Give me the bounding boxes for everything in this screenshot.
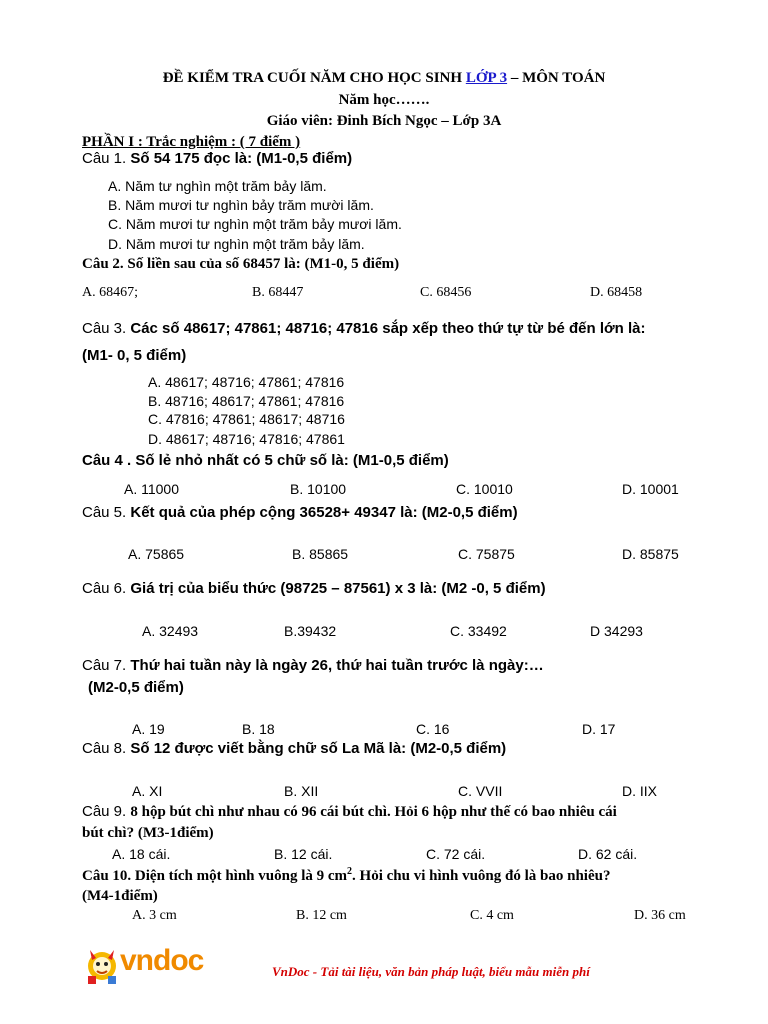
- q9-option-a: A. 18 cái.: [112, 846, 171, 862]
- teacher-line: Giáo viên: Đinh Bích Ngọc – Lớp 3A: [266, 113, 502, 129]
- q6-option-b: B.39432: [284, 623, 337, 639]
- q3-option-a: A. 48617; 48716; 47861; 47816: [148, 374, 345, 390]
- q10-option-a: A. 3 cm: [132, 908, 177, 923]
- q4-option-b: B. 10100: [290, 481, 347, 497]
- q1-option-c: C. Năm mươi tư nghìn một trăm bảy mươi lăm.: [108, 216, 402, 232]
- q10-option-d: D. 36 cm: [634, 908, 686, 923]
- q2-option-b: B. 68447: [252, 285, 304, 300]
- q2-option-a: A. 68467;: [82, 285, 138, 300]
- vndoc-logo[interactable]: [82, 942, 242, 986]
- school-year: Năm học…….: [338, 92, 430, 108]
- question-4: Câu 4 . Số lẻ nhỏ nhất có 5 chữ số là: (M1-0,5 điểm): [82, 452, 449, 469]
- question-8: Câu 8. Số 12 được viết bằng chữ số La Mã là: (M2-0,5 điểm): [82, 740, 507, 757]
- q1-option-d: D. Năm mươi tư nghìn một trăm bảy lăm.: [108, 236, 365, 252]
- grade-link[interactable]: LỚP 3: [465, 70, 508, 86]
- question-3: Câu 3. Các số 48617; 47861; 48716; 47816 sắp xếp theo thứ tự từ bé đến lớn là:: [82, 320, 646, 337]
- question-9: Câu 9. 8 hộp bút chì như nhau có 96 cái bút chì. Hỏi 6 hộp như thế có bao nhiêu cái: [82, 803, 617, 820]
- q7-option-d: D. 17: [582, 721, 616, 737]
- q3-option-c: C. 47816; 47861; 48617; 48716: [148, 411, 345, 427]
- q9-option-d: D. 62 cái.: [578, 846, 638, 862]
- q10-option-b: B. 12 cm: [296, 908, 347, 923]
- q8-option-c: C. VVII: [458, 783, 503, 799]
- q3-option-b: B. 48716; 48617; 47861; 47816: [148, 393, 345, 409]
- q4-option-a: A. 11000: [124, 481, 180, 497]
- q8-option-b: B. XII: [284, 783, 319, 799]
- question-6: Câu 6. Giá trị của biểu thức (98725 – 87561) x 3 là: (M2 -0, 5 điểm): [82, 580, 546, 597]
- logo-text: vndoc: [120, 944, 204, 977]
- q2-option-c: C. 68456: [420, 285, 472, 300]
- mascot-icon: [82, 942, 122, 986]
- q6-option-d: D 34293: [590, 623, 643, 639]
- q1-option-b: B. Năm mươi tư nghìn bảy trăm mười lăm.: [108, 197, 374, 213]
- q5-option-d: D. 85875: [622, 546, 679, 562]
- q7-option-c: C. 16: [416, 721, 450, 737]
- q3-option-d: D. 48617; 48716; 47816; 47861: [148, 431, 345, 447]
- q1-option-a: A. Năm tư nghìn một trăm bảy lăm.: [108, 178, 327, 194]
- q5-option-c: C. 75875: [458, 546, 515, 562]
- part-1-heading: PHẦN I : Trắc nghiệm : ( 7 điểm ): [82, 134, 301, 150]
- question-3-points: (M1- 0, 5 điểm): [82, 347, 187, 364]
- q4-option-d: D. 10001: [622, 481, 679, 497]
- question-1: Câu 1. Số 54 175 đọc là: (M1-0,5 điểm): [82, 150, 353, 167]
- q9-option-b: B. 12 cái.: [274, 846, 333, 862]
- q8-option-d: D. IIX: [622, 783, 658, 799]
- q7-option-b: B. 18: [242, 721, 275, 737]
- q10-option-c: C. 4 cm: [470, 908, 514, 923]
- question-2: Câu 2. Số liền sau của số 68457 là: (M1-0, 5 điểm): [82, 256, 400, 272]
- question-10: Câu 10. Diện tích một hình vuông là 9 $cm^2$. Hỏi chu vi hình vuông đó là bao nhiêu?: [82, 866, 611, 884]
- q5-option-b: B. 85865: [292, 546, 349, 562]
- question-10-line-2: (M4-1điểm): [82, 888, 158, 904]
- question-9-line-2: bút chì? (M3-1điểm): [82, 825, 214, 841]
- q9-option-c: C. 72 cái.: [426, 846, 486, 862]
- q6-option-a: A. 32493: [142, 623, 199, 639]
- q6-option-c: C. 33492: [450, 623, 507, 639]
- q2-option-d: D. 68458: [590, 285, 643, 300]
- q4-option-c: C. 10010: [456, 481, 513, 497]
- question-7: Câu 7. Thứ hai tuần này là ngày 26, thứ hai tuần trước là ngày:…: [82, 657, 544, 674]
- footer-tagline: VnDoc - Tải tài liệu, văn bản pháp luật, biểu mẫu miễn phí: [272, 964, 590, 979]
- q8-option-a: A. XI: [132, 783, 163, 799]
- q7-option-a: A. 19: [132, 721, 165, 737]
- question-7-points: (M2-0,5 điểm): [88, 679, 184, 696]
- q5-option-a: A. 75865: [128, 546, 185, 562]
- question-5: Câu 5. Kết quả của phép cộng 36528+ 49347 là: (M2-0,5 điểm): [82, 504, 518, 521]
- document-title: ĐỀ KIỂM TRA CUỐI NĂM CHO HỌC SINH LỚP 3 – MÔN TOÁN: [162, 70, 606, 86]
